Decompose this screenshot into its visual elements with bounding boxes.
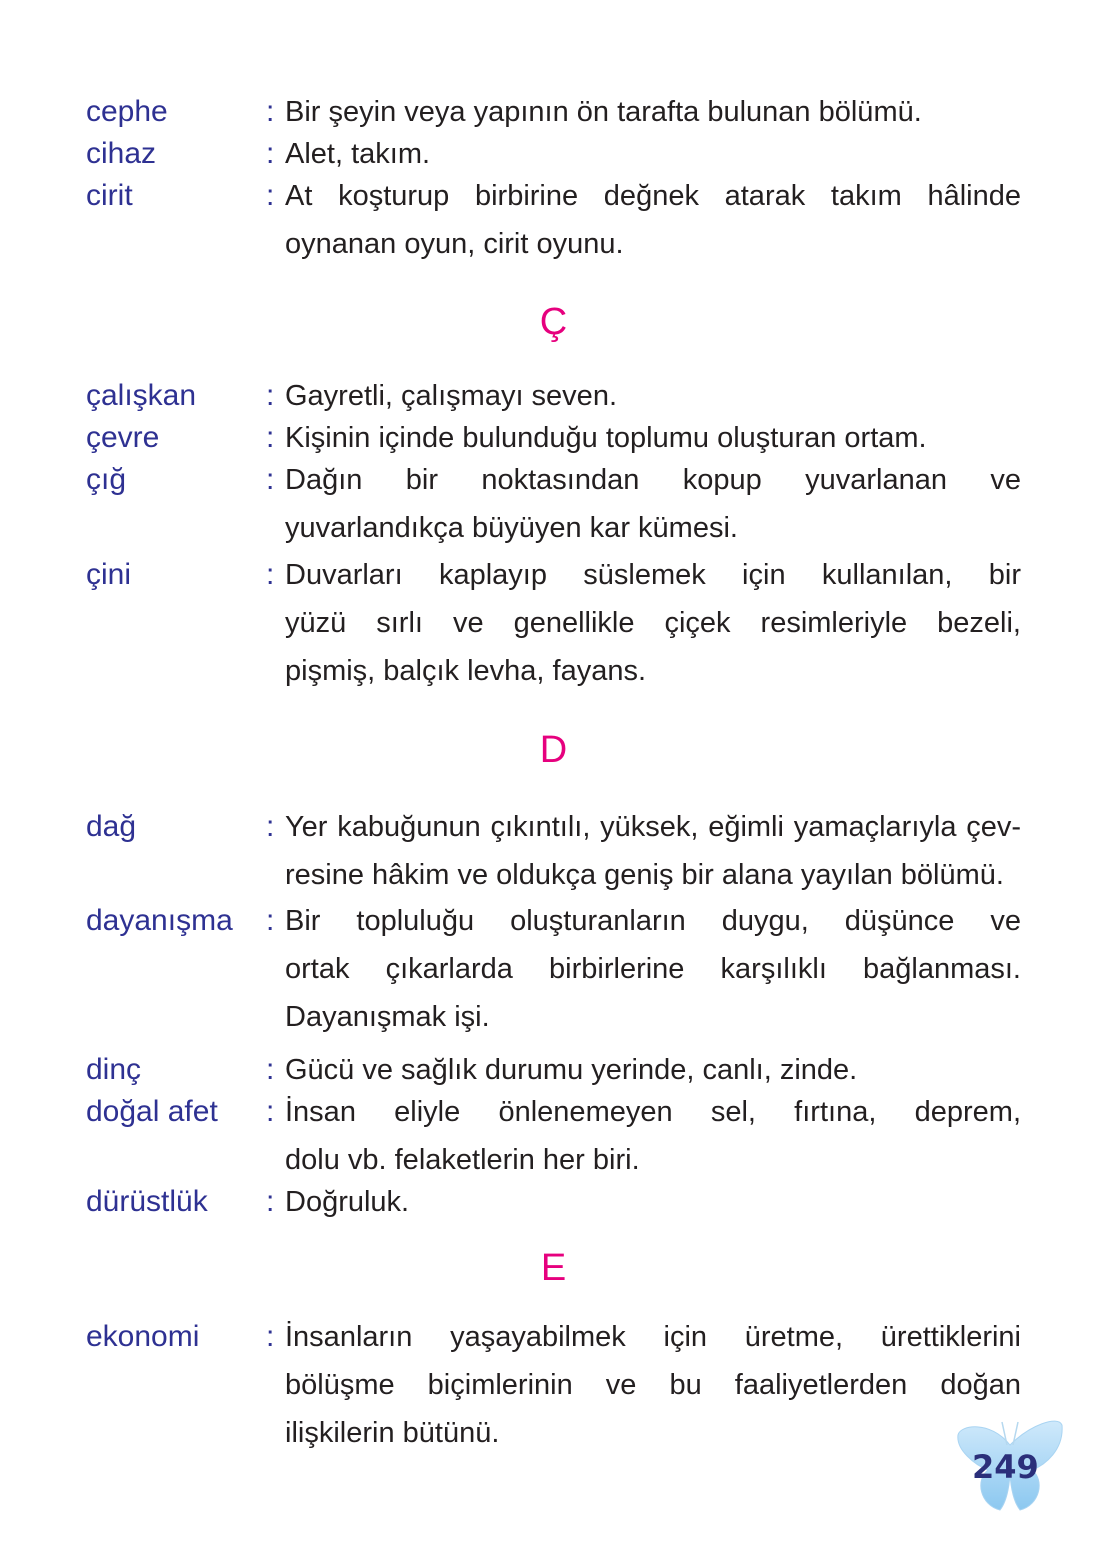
glossary-entry <box>86 1313 1086 1449</box>
glossary-definition <box>285 130 1021 178</box>
glossary-definition <box>285 1046 1021 1094</box>
glossary-term: cihaz <box>86 137 157 170</box>
definition-line: Gücü ve sağlık durumu yerinde, canlı, zinde. <box>285 1054 858 1086</box>
glossary-entry <box>86 1046 1086 1094</box>
definition-line: Bir topluluğu oluşturanların duygu, düşünce ve <box>285 905 1021 937</box>
page-number: 249 <box>972 1448 1039 1486</box>
colon-separator: : <box>266 1185 275 1218</box>
colon-separator: : <box>266 558 275 591</box>
glossary-definition <box>285 1313 1021 1457</box>
colon-separator: : <box>266 904 275 937</box>
glossary-entry <box>86 414 1086 462</box>
glossary-entry <box>86 172 1086 260</box>
colon-separator: : <box>266 379 275 412</box>
definition-line: Duvarları kaplayıp süslemek için kullanılan, bir <box>285 559 1021 591</box>
glossary-definition <box>285 1088 1021 1184</box>
definition-line: yuvarlandıkça büyüyen kar kümesi. <box>285 512 738 544</box>
section-letter: E <box>540 1247 567 1289</box>
glossary-entry <box>86 1088 1086 1176</box>
glossary-entry <box>86 372 1086 420</box>
colon-separator: : <box>266 95 275 128</box>
definition-line: Doğruluk. <box>285 1186 410 1218</box>
glossary-term: ekonomi <box>86 1320 200 1353</box>
glossary-term: doğal afet <box>86 1095 218 1128</box>
glossary-definition <box>285 1178 1021 1226</box>
colon-separator: : <box>266 421 275 454</box>
colon-separator: : <box>266 1095 275 1128</box>
glossary-term: dağ <box>86 810 137 843</box>
glossary-definition <box>285 456 1021 552</box>
definition-line: ilişkilerin bütünü. <box>285 1417 500 1449</box>
glossary-definition <box>285 414 1021 462</box>
glossary-entry <box>86 897 1086 1033</box>
glossary-term: çalışkan <box>86 379 197 412</box>
definition-line: Yer kabuğunun çıkıntılı, yüksek, eğimli yamaçlarıyla çev- <box>285 811 1021 843</box>
glossary-entry <box>86 456 1086 544</box>
definition-line: Dayanışmak işi. <box>285 1001 490 1033</box>
glossary-term: cirit <box>86 179 133 212</box>
definition-line: pişmiş, balçık levha, fayans. <box>285 655 647 687</box>
glossary-entry <box>86 803 1086 891</box>
glossary-term: çığ <box>86 463 127 496</box>
glossary-entry <box>86 88 1086 136</box>
glossary-term: çevre <box>86 421 160 454</box>
definition-line: bölüşme biçimlerinin ve bu faaliyetlerden doğan <box>285 1369 1021 1401</box>
glossary-term: dinç <box>86 1053 142 1086</box>
colon-separator: : <box>266 1053 275 1086</box>
colon-separator: : <box>266 1320 275 1353</box>
definition-line: Bir şeyin veya yapının ön tarafta bulunan bölümü. <box>285 96 922 128</box>
glossary-definition <box>285 88 1021 136</box>
glossary-term: cephe <box>86 95 168 128</box>
definition-line: Gayretli, çalışmayı seven. <box>285 380 617 412</box>
glossary-entry <box>86 130 1086 178</box>
page-number-badge <box>950 1410 1070 1520</box>
definition-line: At koşturup birbirine değnek atarak takım hâlinde <box>285 180 1021 212</box>
colon-separator: : <box>266 463 275 496</box>
definition-line: Kişinin içinde bulunduğu toplumu oluşturan ortam. <box>285 422 927 454</box>
glossary-entry <box>86 1178 1086 1226</box>
definition-line: dolu vb. felaketlerin her biri. <box>285 1144 640 1176</box>
definition-line: İnsan eliyle önlenemeyen sel, fırtına, deprem, <box>285 1096 1021 1128</box>
definition-line: oynanan oyun, cirit oyunu. <box>285 228 624 260</box>
glossary-definition <box>285 897 1021 1041</box>
glossary-definition <box>285 803 1021 899</box>
glossary-definition <box>285 551 1021 695</box>
glossary-entry <box>86 551 1086 687</box>
glossary-term: dürüstlük <box>86 1185 208 1218</box>
section-letter: D <box>539 729 568 771</box>
colon-separator: : <box>266 810 275 843</box>
section-letter: Ç <box>539 301 568 343</box>
definition-line: Dağın bir noktasından kopup yuvarlanan ve <box>285 464 1021 496</box>
definition-line: yüzü sırlı ve genellikle çiçek resimleriyle bezeli, <box>285 607 1021 639</box>
glossary-definition <box>285 172 1021 268</box>
definition-line: resine hâkim ve oldukça geniş bir alana yayılan bölümü. <box>285 859 1004 891</box>
glossary-term: çini <box>86 558 132 591</box>
colon-separator: : <box>266 137 275 170</box>
glossary-definition <box>285 372 1021 420</box>
definition-line: ortak çıkarlarda birbirlerine karşılıklı bağlanması. <box>285 953 1021 985</box>
definition-line: Alet, takım. <box>285 138 431 170</box>
colon-separator: : <box>266 179 275 212</box>
glossary-term: dayanışma <box>86 904 233 937</box>
definition-line: İnsanların yaşayabilmek için üretme, ürettiklerini <box>285 1321 1021 1353</box>
